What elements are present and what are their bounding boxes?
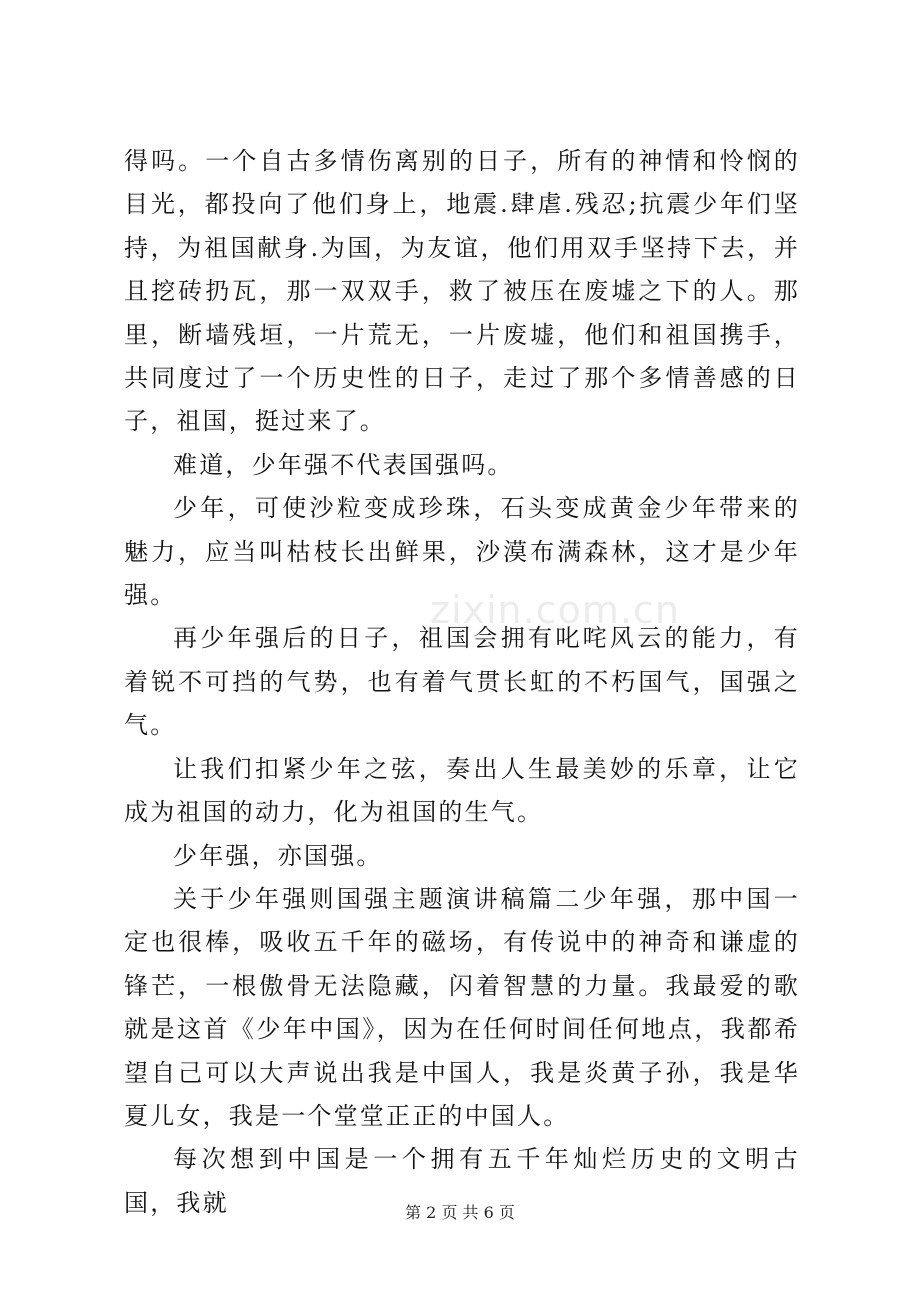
- paragraph-4: 再少年强后的日子，祖国会拥有叱咤风云的能力，有着锐不可挡的气势，也有着气贯长虹的不朽国气，国强之气。: [124, 624, 800, 740]
- paragraph-5: 让我们扣紧少年之弦，奏出人生最美妙的乐章，让它成为祖国的动力，化为祖国的生气。: [124, 754, 800, 827]
- page-footer: 第 2 页 共 6 页: [405, 1203, 515, 1222]
- paragraph-3: 少年，可使沙粒变成珍珠，石头变成黄金少年带来的魅力，应当叫枯枝长出鲜果，沙漠布满森林，这才是少年强。: [124, 494, 800, 610]
- paragraph-6: 少年强，亦国强。: [173, 841, 383, 870]
- watermark: zixin.com.cn: [430, 588, 680, 632]
- body-text: [124, 140, 800, 1225]
- paragraph-2: 难道，少年强不代表国强吗。: [173, 450, 514, 479]
- paragraph-8: 每次想到中国是一个拥有五千年灿烂历史的文明古国，我就: [124, 1145, 800, 1217]
- paragraph-1: 得吗。一个自古多情伤离别的日子，所有的神情和怜悯的目光，都投向了他们身上，地震.肆虐.残忍;抗震少年们坚持，为祖国献身.为国，为友谊，他们用双手坚持下去，并且挖砖扔瓦，那一双双手，救了被压在废墟之下的人。那里，断墙残垣，一片荒无，一片废墟，他们和祖国携手，共同度过了一个历史性的日子，走过了那个多情善感的日子，祖国，挺过来了。: [124, 147, 800, 436]
- paragraph-7: 关于少年强则国强主题演讲稿篇二少年强，那中国一定也很棒，吸收五千年的磁场，有传说中的神奇和谦虚的锋芒，一根傲骨无法隐藏，闪着智慧的力量。我最爱的歌就是这首《少年中国》，因为在任何时间任何地点，我都希望自己可以大声说出我是中国人，我是炎黄子孙，我是华夏儿女，我是一个堂堂正正的中国人。: [124, 884, 800, 1130]
